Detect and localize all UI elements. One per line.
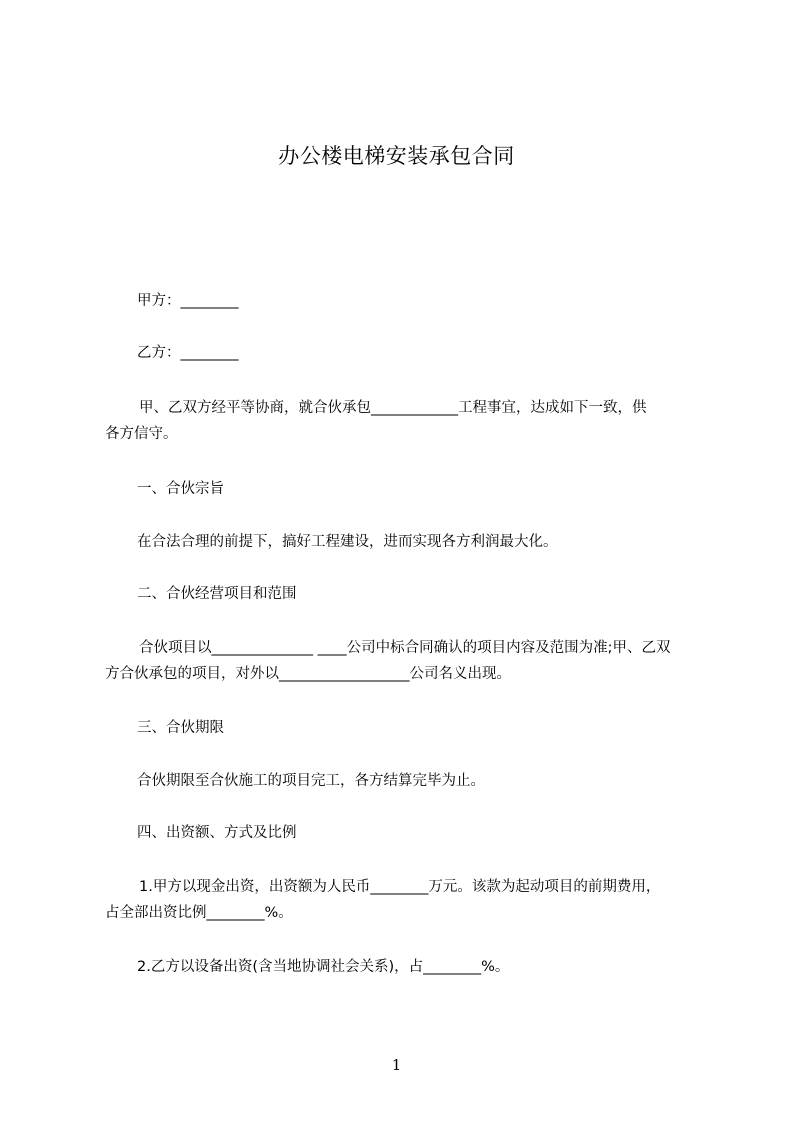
section-4-heading: 四、出资额、方式及比例 [137, 825, 297, 841]
section-2-line-2: 方合伙承包的项目，对外以__________________公司名义出现。 [105, 666, 511, 682]
section-1-body: 在合法合理的前提下，搞好工程建设，进而实现各方利润最大化。 [137, 534, 558, 550]
intro-line-2: 各方信守。 [105, 426, 178, 442]
section-4-item-2: 2.乙方以设备出资(含当地协调社会关系)，占________%。 [137, 959, 510, 975]
section-2-paragraph [105, 635, 695, 687]
section-1-heading: 一、合伙宗旨 [137, 481, 224, 497]
intro-line-1: 甲、乙双方经平等协商，就合伙承包____________工程事宜，达成如下一致，供 [139, 400, 647, 416]
party-a-line: 甲方：________ [137, 293, 239, 309]
section-2-line-1: 合伙项目以______________ ____公司中标合同确认的项目内容及范围为准;甲、乙双 [139, 640, 671, 656]
section-4-item-1 [105, 874, 695, 926]
party-b-line: 乙方：________ [137, 345, 239, 361]
section-4-item-1-line-1: 1.甲方以现金出资，出资额为人民币________万元。该款为起动项目的前期费用， [139, 879, 661, 895]
intro-paragraph [105, 395, 695, 447]
section-4-item-1-line-2: 占全部出资比例________%。 [105, 905, 293, 921]
page-number: 1 [391, 1056, 402, 1074]
document-title: 办公楼电梯安装承包合同 [278, 144, 515, 168]
section-2-heading: 二、合伙经营项目和范围 [137, 586, 297, 602]
section-3-body: 合伙期限至合伙施工的项目完工，各方结算完毕为止。 [137, 773, 485, 789]
section-3-heading: 三、合伙期限 [137, 720, 224, 736]
